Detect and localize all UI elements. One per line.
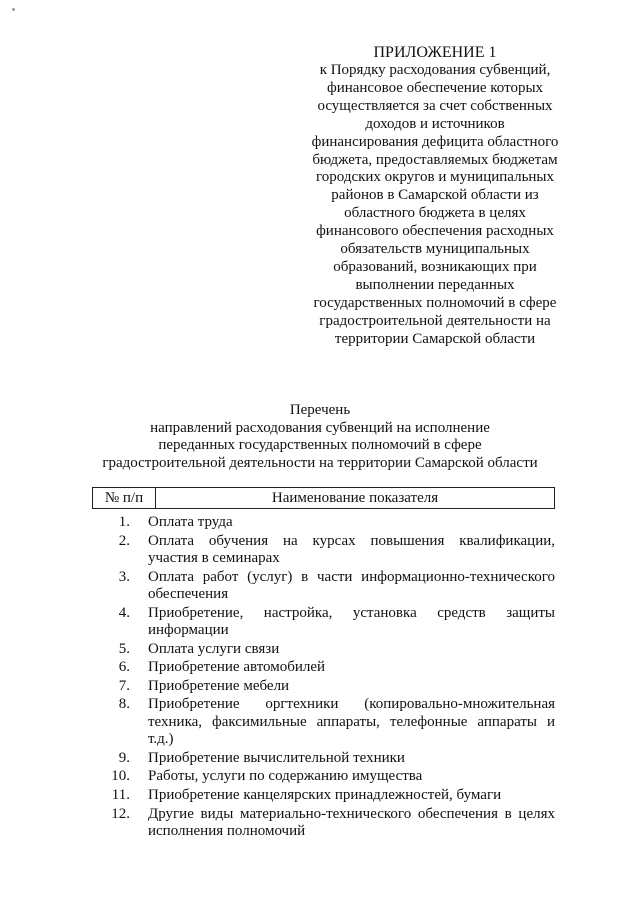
list-item	[92, 659, 555, 676]
heading-title: Перечень	[289, 402, 351, 418]
list-item	[92, 514, 555, 531]
item-text	[148, 533, 555, 568]
item-text	[148, 750, 555, 767]
item-text-line: Работы, услуги по содержанию имущества	[148, 768, 423, 785]
item-text-line: информации	[148, 622, 229, 638]
heading-line: направлений расходования субвенций на исполнение	[150, 419, 490, 436]
item-text	[148, 514, 555, 531]
item-text	[148, 768, 555, 785]
item-number: 8.	[118, 696, 130, 713]
list-heading	[60, 402, 580, 472]
item-number: 1.	[118, 514, 130, 530]
item-number: 10.	[111, 768, 130, 785]
appendix-title: ПРИЛОЖЕНИЕ 1	[373, 44, 497, 61]
item-text-line: исполнения полномочий	[148, 822, 306, 839]
item-text-line: Оплата услуги связи	[148, 640, 280, 657]
list-item	[92, 605, 555, 640]
item-number: 2.	[118, 532, 130, 549]
item-text	[148, 806, 555, 841]
list-item	[92, 641, 555, 658]
appendix-line: финансовое обеспечение которых	[326, 79, 544, 96]
appendix-line: районов в Самарской области из	[331, 187, 539, 204]
item-text-line: Приобретение, настройка, установка средств защиты	[148, 604, 555, 621]
item-number: 6.	[118, 659, 130, 676]
column-header-name: Наименование показателя	[271, 490, 439, 506]
heading-line: градостроительной деятельности на территории Самарской области	[102, 454, 538, 471]
item-text-line: Другие виды материально-технического обеспечения в целях	[148, 805, 555, 822]
list-item	[92, 696, 555, 748]
item-text-line: Приобретение вычислительной техники	[148, 749, 405, 766]
item-text	[148, 678, 555, 695]
appendix-line: территории Самарской области	[334, 330, 536, 347]
item-text	[148, 696, 555, 748]
heading-line: переданных государственных полномочий в сфере	[158, 437, 482, 454]
item-number: 9.	[118, 749, 130, 766]
appendix-line: финансового обеспечения расходных	[316, 223, 554, 240]
list-item	[92, 750, 555, 767]
column-header-number: № п/п	[93, 488, 156, 508]
table-header-row	[92, 487, 555, 509]
list-item	[92, 768, 555, 785]
item-text-line: Приобретение канцелярских принадлежностей, бумаги	[148, 786, 502, 803]
item-text	[148, 787, 555, 804]
appendix-line: финансирования дефицита областного	[311, 133, 559, 150]
items-list	[92, 514, 555, 842]
appendix-line: областного бюджета в целях	[344, 205, 526, 222]
scan-speck	[12, 8, 15, 11]
list-item	[92, 806, 555, 841]
item-text-line: Оплата работ (услуг) в части информационно-технического	[148, 568, 555, 585]
item-text-line: обеспечения	[148, 586, 229, 602]
item-number: 12.	[111, 805, 130, 822]
item-text-line: Приобретение мебели	[148, 677, 290, 694]
item-number: 7.	[118, 677, 130, 694]
list-item	[92, 678, 555, 695]
item-text-line: Оплата труда	[148, 514, 233, 530]
appendix-line: доходов и источников	[365, 115, 505, 132]
appendix-line: осуществляется за счет собственных	[317, 97, 553, 114]
item-text-line: Приобретение автомобилей	[148, 659, 326, 676]
appendix-line: городских округов и муниципальных	[315, 169, 555, 186]
item-number: 4.	[118, 604, 130, 621]
appendix-line: к Порядку расходования субвенций,	[319, 62, 551, 78]
appendix-line: обязательств муниципальных	[340, 241, 530, 258]
appendix-line: государственных полномочий в сфере	[313, 294, 557, 311]
list-item	[92, 787, 555, 804]
appendix-block	[300, 44, 570, 349]
appendix-line: выполнении переданных	[355, 276, 515, 293]
item-text	[148, 659, 555, 676]
item-text	[148, 641, 555, 658]
item-text-line: участия в семинарах	[148, 550, 280, 566]
item-number: 3.	[118, 568, 130, 585]
appendix-line: образований, возникающих при	[333, 258, 537, 275]
item-text-line: Оплата обучения на курсах повышения квалификации,	[148, 532, 555, 549]
list-item	[92, 533, 555, 568]
item-text	[148, 605, 555, 640]
list-item	[92, 569, 555, 604]
item-number: 5.	[118, 640, 130, 657]
appendix-line: градостроительной деятельности на	[319, 312, 551, 329]
item-text-line: Приобретение оргтехники (копировально-множительная	[148, 696, 555, 713]
item-text-line: т.д.)	[148, 731, 174, 748]
appendix-line: бюджета, предоставляемых бюджетам	[312, 151, 558, 168]
item-text	[148, 569, 555, 604]
item-number: 11.	[111, 786, 130, 803]
item-text-line: техника, факсимильные аппараты, телефонные аппараты и	[148, 713, 555, 730]
